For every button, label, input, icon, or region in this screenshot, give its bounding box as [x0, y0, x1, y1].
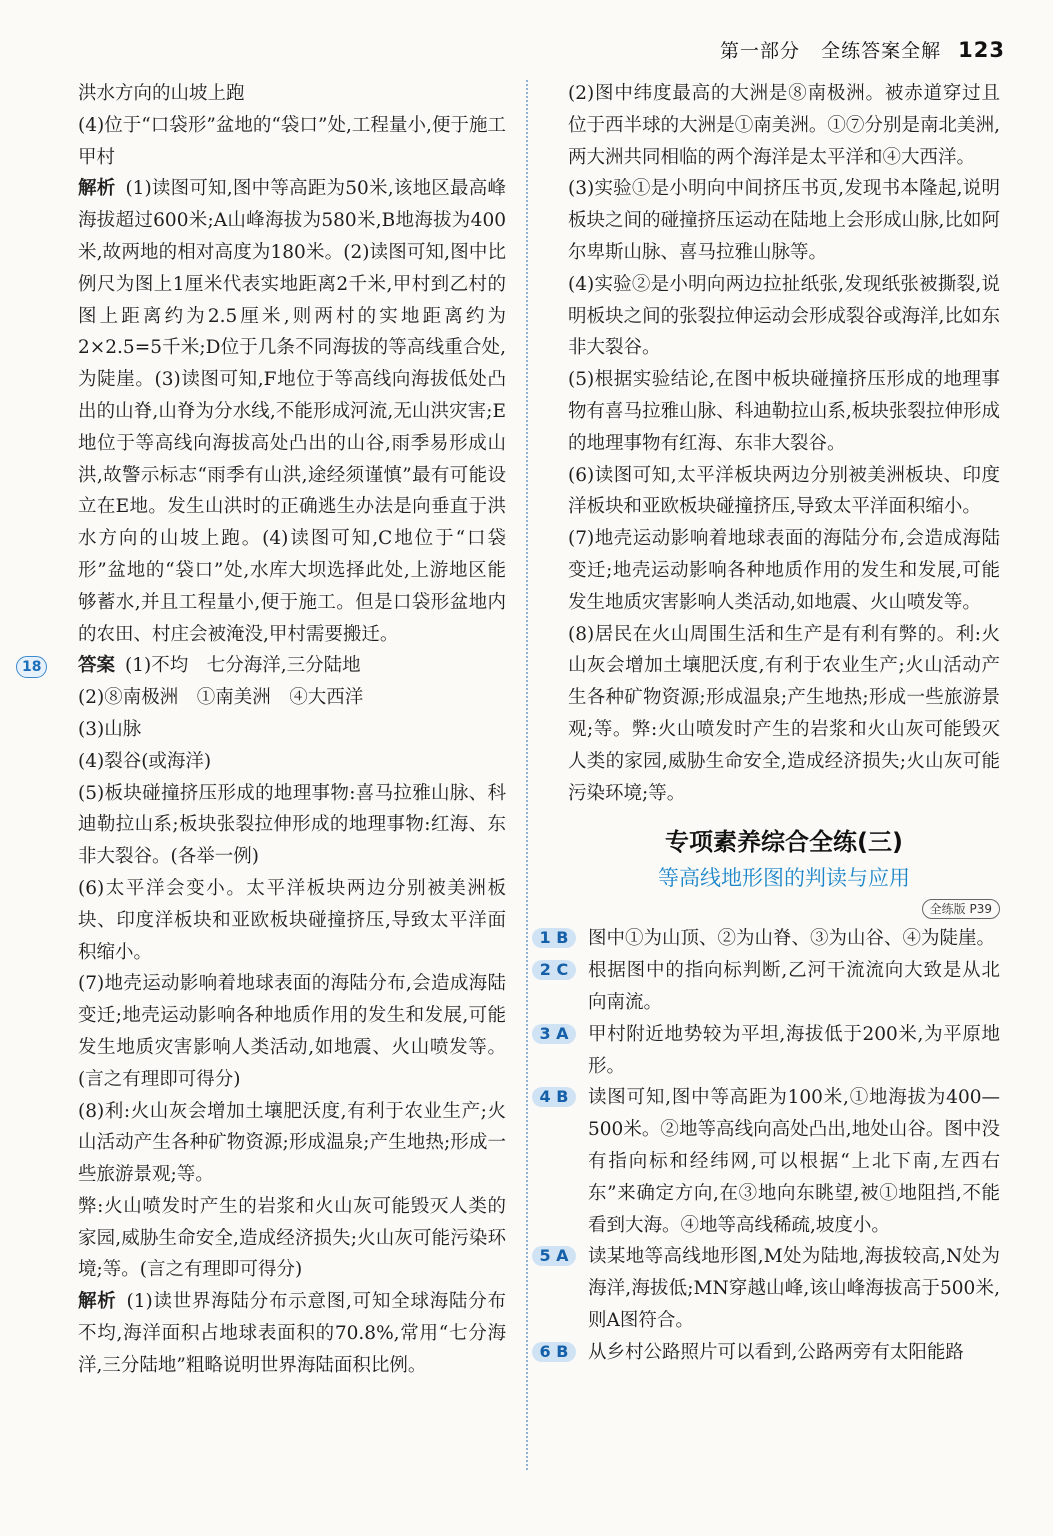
answer-item — [539, 1019, 1000, 1083]
text-line: 洪水方向的山坡上跑 — [78, 83, 245, 104]
reference-row — [568, 897, 1000, 919]
page-number: 123 — [958, 38, 1005, 62]
question-number-badge: 18 — [16, 656, 47, 678]
answer-label: 答案 — [78, 655, 116, 677]
analysis-line: (3)实验①是小明向中间挤压书页,发现书本隆起,说明板块之间的碰撞挤压运动在陆地上会形成山脉,比如阿尔卑斯山脉、喜马拉雅山脉等。 — [568, 178, 1000, 263]
analysis-paragraph — [78, 173, 506, 650]
text-line: (4)位于“口袋形”盆地的“袋口”处,工程量小,便于施工 甲村 — [78, 114, 525, 168]
answer-item — [539, 955, 1000, 1019]
answer-line: (3)山脉 — [78, 718, 142, 740]
answer-text: 甲村附近地势较为平坦,海拔低于200米,为平原地形。 — [588, 1023, 1000, 1077]
answer-text: 读某地等高线地形图,M处为陆地,海拔较高,N处为海洋,海拔低;MN穿越山峰,该山峰海拔高于500米,则A图符合。 — [588, 1246, 1000, 1331]
analysis-text: (1)读世界海陆分布示意图,可知全球海陆分布不均,海洋面积占地球表面积的70.8%,常用“七分海洋,三分陆地”粗略说明世界海陆面积比例。 — [78, 1291, 506, 1376]
analysis-paragraph — [78, 1286, 506, 1381]
answer-text: 图中①为山顶、②为山脊、③为山谷、④为陡崖。 — [588, 928, 996, 950]
answer-badge: 1 B — [532, 928, 576, 948]
answer-text: (1)不均 七分海洋,三分陆地 — [125, 655, 361, 677]
answer-item — [539, 923, 1000, 955]
question-18-answer — [22, 650, 506, 682]
right-column — [539, 78, 1000, 1368]
answer-text: 读图可知,图中等高距为100米,①地海拔为400—500米。②地等高线向高处凸出,地处山谷。图中没有指向标和经纬网,可以根据“上北下南,左西右东”来确定方向,在③地向东眺望,被①地阻挡,不能看到大海。④地等高线稀疏,坡度小。 — [588, 1087, 1000, 1236]
answer-text: 从乡村公路照片可以看到,公路两旁有太阳能路 — [588, 1341, 964, 1363]
analysis-line: (8)居民在火山周围生活和生产是有利有弊的。利:火山灰会增加土壤肥沃度,有利于农业生产;火山活动产生各种矿物资源;形成温泉;产生地热;形成一些旅游景观;等。弊:火山喷发时产生的岩浆和火山灰可能毁灭人类的家园,威胁生命安全,造成经济损失;火山灰可能污染环境;等。 — [568, 623, 1000, 804]
section-title: 专项素养综合全练(三) — [665, 828, 903, 857]
header-part: 第一部分 — [719, 40, 800, 62]
answer-line: (4)裂谷(或海洋) — [78, 750, 212, 772]
answer-line: 弊:火山喷发时产生的岩浆和火山灰可能毁灭人类的家园,威胁生命安全,造成经济损失;火山灰可能污染环境;等。(言之有理即可得分) — [78, 1195, 506, 1281]
analysis-label: 解析 — [78, 178, 116, 200]
answer-line: (5)板块碰撞挤压形成的地理事物:喜马拉雅山脉、科迪勒拉山系;板块张裂拉伸形成的地理事物:红海、东非大裂谷。(各举一例) — [78, 782, 506, 868]
column-divider — [526, 80, 528, 1470]
answer-item — [539, 1241, 1000, 1336]
section-subtitle: 等高线地形图的判读与应用 — [658, 866, 910, 891]
analysis-line: (7)地壳运动影响着地球表面的海陆分布,会造成海陆变迁;地壳运动影响各种地质作用的发生和发展,可能发生地质灾害影响人类活动,如地震、火山喷发等。 — [568, 528, 1000, 613]
page-header — [720, 36, 1005, 63]
reference-tag: 全练版 P39 — [922, 899, 1000, 919]
analysis-label: 解析 — [78, 1291, 117, 1313]
answer-line: (8)利:火山灰会增加土壤肥沃度,有利于农业生产;火山活动产生各种矿物资源;形成温泉;产生地热;形成一些旅游景观;等。 — [78, 1100, 506, 1186]
answer-line: (2)⑧南极洲 ①南美洲 ④大西洋 — [78, 687, 364, 709]
answer-line: (7)地壳运动影响着地球表面的海陆分布,会造成海陆变迁;地壳运动影响各种地质作用的发生和发展,可能发生地质灾害影响人类活动,如地震、火山喷发等。(言之有理即可得分) — [78, 973, 506, 1090]
header-section: 全练答案全解 — [821, 40, 942, 62]
answer-item — [539, 1082, 1000, 1241]
answer-text: 根据图中的指向标判断,乙河干流流向大致是从北向南流。 — [588, 960, 1000, 1013]
analysis-line: (2)图中纬度最高的大洲是⑧南极洲。被赤道穿过且位于西半球的大洲是①南美洲。①⑦分别是南北美洲,两大洲共同相临的两个海洋是太平洋和④大西洋。 — [568, 83, 1000, 168]
answer-badge: 2 C — [532, 960, 576, 980]
analysis-line: (5)根据实验结论,在图中板块碰撞挤压形成的地理事物有喜马拉雅山脉、科迪勒拉山系,板块张裂拉伸形成的地理事物有红海、东非大裂谷。 — [568, 369, 1000, 454]
analysis-text: (1)读图可知,图中等高距为50米,该地区最高峰海拔超过600米;A山峰海拔为580米,B地海拔为400米,故两地的相对高度为180米。(2)读图可知,图中比例尺为图上1厘米代表实地距离2千米,甲村到乙村的图上距离约为2.5厘米,则两村的实地距离约为2×2.5=5千米;D位于几条不同海拔的等高线重合处,为陡崖。(3)读图可知,F地位于等高线向海拔低处凸出的山脊,山脊为分水线,不能形成河流,无山洪灾害;E地位于等高线向海拔高处凸出的山谷,雨季易形成山洪,故警示标志“雨季有山洪,途经须谨慎”最有可能设立在E地。发生山洪时的正确逃生办法是向垂直于洪水方向的山坡上跑。(4)读图可知,C地位于“口袋形”盆地的“袋口”处,水库大坝选择此处,上游地区能够蓄水,并且工程量小,便于施工。但是口袋形盆地内的农田、村庄会被淹没,甲村需要搬迁。 — [78, 178, 506, 645]
analysis-line: (6)读图可知,太平洋板块两边分别被美洲板块、印度洋板块和亚欧板块碰撞挤压,导致太平洋面积缩小。 — [568, 464, 1000, 518]
answer-line: (6)太平洋会变小。太平洋板块两边分别被美洲板块、印度洋板块和亚欧板块碰撞挤压,导致太平洋面积缩小。 — [78, 877, 506, 963]
analysis-line: (4)实验②是小明向两边拉扯纸张,发现纸张被撕裂,说明板块之间的张裂拉伸运动会形成裂谷或海洋,比如东非大裂谷。 — [568, 273, 1000, 359]
answer-badge: 4 B — [532, 1087, 576, 1107]
answer-badge: 3 A — [532, 1024, 576, 1044]
answer-badge: 5 A — [532, 1246, 576, 1266]
left-column — [22, 78, 525, 1382]
answer-badge: 6 B — [532, 1342, 576, 1362]
answer-item — [539, 1337, 1000, 1369]
